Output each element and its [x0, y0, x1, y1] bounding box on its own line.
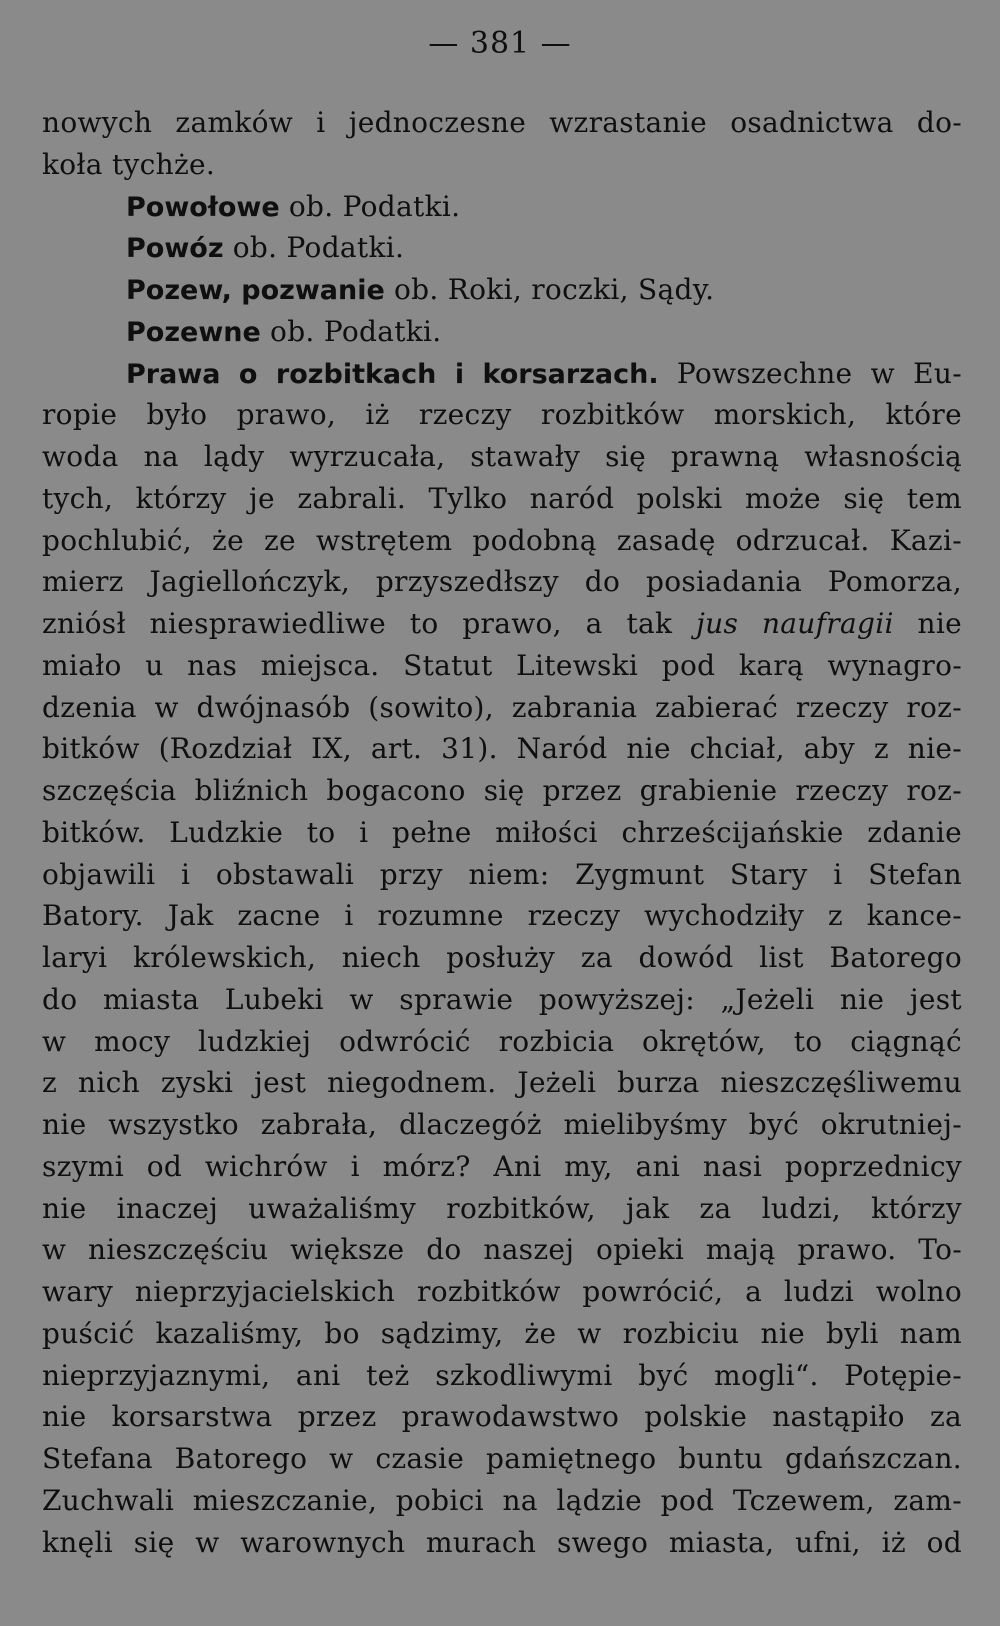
- entry-heading: Powóz: [126, 233, 224, 265]
- line-text: szymi od wichrów i mórz? Ani my, ani nasi poprzednicy: [42, 1149, 962, 1183]
- entry-heading: Prawa o rozbitkach i korsarzach.: [126, 358, 659, 390]
- line-text: z nich zyski jest niegodnem. Jeżeli burza nieszczęśliwemu: [42, 1066, 962, 1100]
- text-line: [42, 1104, 962, 1146]
- line-text: Zuchwali mieszczanie, pobici na lądzie pod Tczewem, zam-: [42, 1483, 962, 1517]
- text-line: [42, 1355, 962, 1397]
- text-line: [42, 353, 962, 395]
- line-text: ob. Roki, roczki, Sądy.: [384, 273, 715, 306]
- text-line: [42, 311, 962, 353]
- text-line: [42, 520, 962, 562]
- text-line: [42, 394, 962, 436]
- text-line: [42, 102, 962, 144]
- line-text: woda na lądy wyrzucała, stawały się prawną własnością: [42, 440, 962, 473]
- line-text: laryi królewskich, niech posłuży za dowód list Batorego: [42, 941, 962, 974]
- text-line: [42, 937, 962, 979]
- line-text: w nieszczęściu większe do naszej opieki mają prawo. To-: [42, 1233, 962, 1267]
- line-text: puścić kazaliśmy, bo sądzimy, że w rozbiciu nie byli nam: [42, 1316, 962, 1350]
- line-text: zniósł niesprawiedliwe to prawo, a tak: [42, 607, 697, 640]
- text-line: [42, 1396, 962, 1438]
- text-line: [42, 645, 962, 687]
- line-text: nowych zamków i jednoczesne wzrastanie osadnictwa do-: [42, 106, 962, 139]
- text-line: [42, 979, 962, 1021]
- line-text: nie inaczej uważaliśmy rozbitków, jak za ludzi, którzy: [42, 1191, 962, 1225]
- line-text: do miasta Lubeki w sprawie powyższej: „Jeżeli nie jest: [42, 982, 962, 1016]
- text-line: [42, 1062, 962, 1104]
- line-text: bitków. Ludzkie to i pełne miłości chrześcijańskie zdanie: [42, 815, 962, 849]
- text-line: [42, 1522, 962, 1564]
- line-text: w mocy ludzkiej odwrócić rozbicia okrętów, to ciągnąć: [42, 1024, 962, 1058]
- line-text: nie korsarstwa przez prawodawstwo polskie nastąpiło za: [42, 1400, 962, 1434]
- line-text: knęli się w warownych murach swego miasta, ufni, iż od: [42, 1525, 962, 1559]
- line-text: Stefana Batorego w czasie pamiętnego buntu gdańszczan.: [42, 1442, 962, 1475]
- line-text: miało u nas miejsca. Statut Litewski pod karą wynagro-: [42, 648, 962, 682]
- line-text: mierz Jagiellończyk, przyszedłszy do posiadania Pomorza,: [42, 565, 962, 599]
- line-text-after: nie: [893, 607, 962, 640]
- line-text: ob. Podatki.: [260, 314, 442, 348]
- line-text: dzenia w dwójnasób (sowito), zabrania zabierać rzeczy roz-: [42, 690, 962, 724]
- line-text: tych, którzy je zabrali. Tylko naród polski może się tem: [42, 481, 962, 515]
- text-line: [42, 770, 962, 812]
- line-text: ob. Podatki.: [223, 231, 405, 265]
- text-line: [42, 812, 962, 854]
- text-line: [42, 144, 962, 186]
- text-line: [42, 1271, 962, 1313]
- text-line: [42, 1480, 962, 1522]
- entry-heading: Pozewne: [126, 316, 261, 348]
- line-text: nie wszystko zabrała, dlaczegóż mielibyśmy być okrutniej-: [42, 1108, 962, 1141]
- text-line: [42, 436, 962, 478]
- line-text: Powszechne w Eu-: [658, 356, 962, 390]
- line-text: koła tychże.: [42, 147, 216, 181]
- line-text: bitków (Rozdział IX, art. 31). Naród nie chciał, aby z nie-: [42, 732, 962, 766]
- line-text: pochlubić, że ze wstrętem podobną zasadę odrzucał. Kazi-: [42, 523, 962, 557]
- text-line: [42, 854, 962, 896]
- text-line: [42, 1188, 962, 1230]
- line-text: objawili i obstawali przy niem: Zygmunt Stary i Stefan: [42, 857, 962, 891]
- text-line: [42, 478, 962, 520]
- text-line: [42, 227, 962, 269]
- text-line: [42, 186, 962, 228]
- text-line: [42, 1229, 962, 1271]
- text-line: [42, 895, 962, 937]
- page-number: — 381 —: [428, 26, 572, 61]
- entry-heading: Pozew, pozwanie: [126, 275, 385, 306]
- text-line: [42, 1313, 962, 1355]
- text-line: [42, 728, 962, 770]
- line-text: ob. Podatki.: [279, 189, 461, 223]
- text-line: [42, 269, 962, 311]
- italic-phrase: jus naufragii: [696, 607, 894, 640]
- text-line: [42, 561, 962, 603]
- text-line: [42, 1021, 962, 1063]
- line-text: szczęścia bliźnich bogacono się przez grabienie rzeczy roz-: [42, 774, 962, 807]
- line-text: Batory. Jak zacne i rozumne rzeczy wychodziły z kance-: [42, 899, 962, 933]
- entry-heading: Powołowe: [126, 191, 280, 223]
- line-text: wary nieprzyjacielskich rozbitków powrócić, a ludzi wolno: [42, 1275, 962, 1308]
- text-line: [42, 1146, 962, 1188]
- line-text: nieprzyjaznymi, ani też szkodliwymi być mogli“. Potępie-: [42, 1358, 962, 1392]
- text-line: [42, 603, 962, 645]
- text-line: [42, 1438, 962, 1480]
- text-line: [42, 687, 962, 729]
- text-body: [42, 102, 962, 1563]
- line-text: ropie było prawo, iż rzeczy rozbitków morskich, które: [42, 398, 962, 432]
